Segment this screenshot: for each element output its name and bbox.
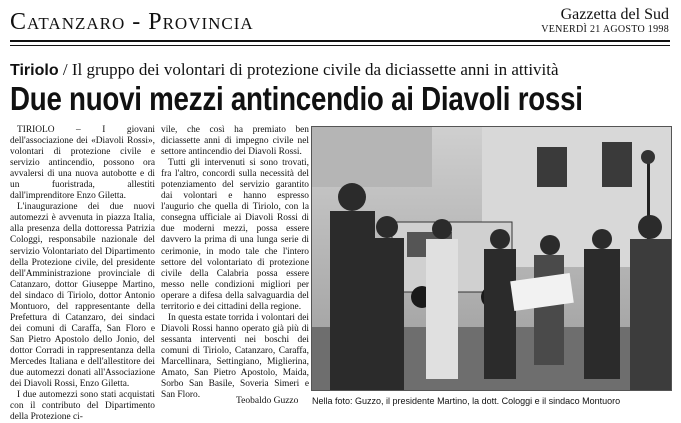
news-photo [311, 126, 672, 391]
article-column-2 [161, 125, 309, 401]
kicker [10, 60, 559, 80]
paragraph: vile, che così ha premiato ben diciassette anni di impegno civile nel settore antincendio dei Diavoli Rossi. [161, 125, 309, 158]
photo-illustration [312, 127, 672, 391]
headline: Due nuovi mezzi antincendio ai Diavoli rossi [10, 80, 583, 117]
section-title: Catanzaro - Provincia [10, 9, 254, 35]
kicker-text: / Il gruppo dei volontari di protezione civile da diciassette anni in attività [62, 60, 559, 79]
byline: Teobaldo Guzzo [236, 396, 299, 406]
newspaper-name: Gazzetta del Sud [560, 6, 669, 23]
article-column-1 [10, 125, 155, 423]
header-rule-thin [10, 45, 670, 46]
issue-date: VENERDÌ 21 AGOSTO 1998 [541, 24, 669, 35]
paragraph: TIRIOLO – I giovani dell'associazione dei «Diavoli Rossi», volontari di protezione civile e servizio antincendio, possono ora avvalersi di una nuova autobotte e di un fuoristrada, allestiti dall'imprenditore Enzo Giletta. [10, 125, 155, 202]
paragraph: I due automezzi sono stati acquistati con il contributo del Dipartimento della Protezione ci- [10, 390, 155, 423]
paragraph: L'inaugurazione dei due nuovi automezzi è avvenuta in piazza Italia, alla presenza della dottoressa Patrizia Cologgi, responsabile nazionale del servizio Volontariato del Dipartimento della Protezione civile, del presidente dell'Amministrazione provinciale di Catanzaro, dottor Giuseppe Martino, del sindaco di Tiriolo, dottor Antonio Montuoro, del rappresentante della Prefettura di Catanzaro, dei sindaci dei comuni di Caraffa, San Floro e San Pietro Apostolo dello Jonio, del dottor Corradi in rappresentanza della Mercedes Italiana e dell'allestitore dei due automezzi donati all'Associazione dei Diavoli Rossi, Enzo Giletta. [10, 202, 155, 390]
photo-caption: Nella foto: Guzzo, il presidente Martino, la dott. Cologgi e il sindaco Montuoro [312, 396, 621, 406]
header-rule [10, 40, 670, 42]
kicker-place: Tiriolo [10, 62, 59, 79]
paragraph: In questa estate torrida i volontari dei Diavoli Rossi hanno operato già più di sessanta interventi nei boschi dei comuni di Tiriolo, Catanzaro, Caraffa, Marcellinara, Settingiano, Miglierina, Amato, San Pietro Apostolo, Maida, Sorbo San Basile, Soveria Simeri e San Floro. [161, 312, 309, 401]
masthead [541, 6, 669, 35]
paragraph: Tutti gli intervenuti si sono trovati, fra l'altro, concordi sulla necessità del potenziamento del servizio garantito dai volontari e hanno espresso l'augurio che quella di Tiriolo, con la consegna ufficiale ai Diavoli Rossi di due moderni mezzi, possa essere davvero la prima di una lunga serie di cerimonie, in modo tale che l'intero settore del volontariato di protezione civile della Calabria possa essere messo nelle condizioni migliori per operare a difesa della salvaguardia del territorio e dei cittadini della regione. [161, 158, 309, 312]
